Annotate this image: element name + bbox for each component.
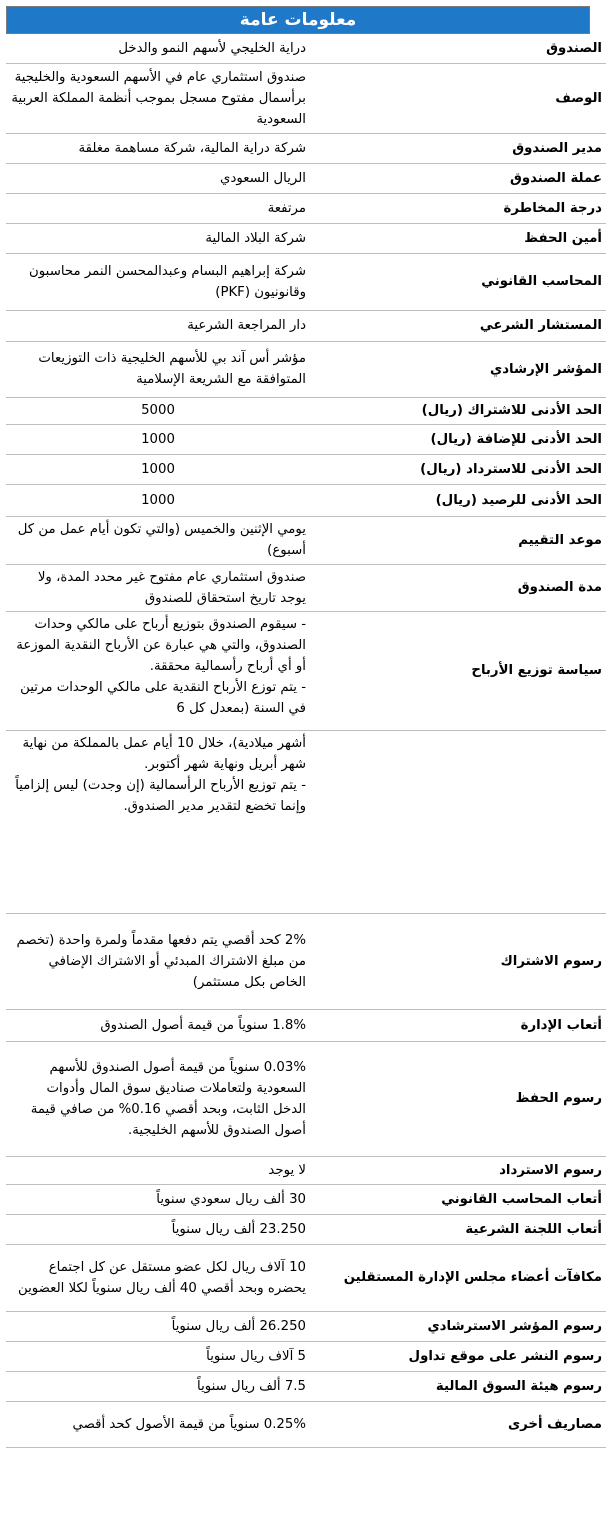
row-label: موعد التقييم [312, 516, 606, 564]
row-label: سياسة توزيع الأرباح [312, 611, 606, 730]
table-row [6, 1311, 606, 1341]
value-paragraph: - سيقوم الصندوق بتوزيع أرباح على مالكي وحدات الصندوق، والتي هي عبارة عن الأرباح النقدية الموزعة أو أي أرباح رأسمالية محققة. [16, 616, 306, 674]
sheet-title: معلومات عامة [6, 6, 590, 34]
table-row [6, 163, 606, 193]
table-row [6, 1401, 606, 1447]
row-label: عملة الصندوق [312, 163, 606, 193]
table-row [6, 193, 606, 223]
row-value: 1000 [6, 454, 312, 484]
table-row [6, 1041, 606, 1156]
row-label: الحد الأدنى للرصيد (ريال) [312, 484, 606, 516]
row-value: 5000 [6, 397, 312, 424]
info-table [6, 34, 606, 1448]
table-row [6, 63, 606, 133]
info-table-body [6, 34, 606, 1447]
row-label: رسوم النشر على موقع تداول [312, 1341, 606, 1371]
table-row [6, 223, 606, 253]
row-label: أتعاب الإدارة [312, 1009, 606, 1041]
row-label: أتعاب اللجنة الشرعية [312, 1214, 606, 1244]
table-row [6, 484, 606, 516]
row-value: 7.5 ألف ريال سنوياً [6, 1371, 312, 1401]
table-row [6, 730, 606, 913]
row-label: رسوم المؤشر الاسترشادي [312, 1311, 606, 1341]
row-value: 0.03% سنوياً من قيمة أصول الصندوق للأسهم السعودية ولتعاملات صناديق سوق المال وأدوات الدخل الثابت، وبحد أقصي 0.16% من صافي قيمة أصول الصندوق للأسهم الخليجية. [6, 1041, 312, 1156]
row-label: درجة المخاطرة [312, 193, 606, 223]
row-label: مكافآت أعضاء مجلس الإدارة المستقلين [312, 1244, 606, 1311]
table-row [6, 397, 606, 424]
row-label: الصندوق [312, 34, 606, 63]
row-label: المؤشر الإرشادي [312, 341, 606, 397]
row-label: الحد الأدنى للاسترداد (ريال) [312, 454, 606, 484]
row-value [6, 730, 312, 913]
table-row [6, 1341, 606, 1371]
row-label: المحاسب القانوني [312, 253, 606, 310]
row-value: 0.25% سنوياً من قيمة الأصول كحد أقصي [6, 1401, 312, 1447]
row-value [6, 611, 312, 730]
table-row [6, 1009, 606, 1041]
table-row [6, 564, 606, 611]
row-label: الحد الأدنى للاشتراك (ريال) [312, 397, 606, 424]
row-value: صندوق استثماري عام مفتوح غير محدد المدة، ولا يوجد تاريخ استحقاق للصندوق [6, 564, 312, 611]
row-value: شركة إبراهيم البسام وعبدالمحسن النمر محاسبون وقانونيون (PKF) [6, 253, 312, 310]
row-value: 10 آلاف ريال لكل عضو مستقل عن كل اجتماع يحضره وبحد أقصي 40 ألف ريال سنوياً لكلا العضوين [6, 1244, 312, 1311]
table-row [6, 516, 606, 564]
table-row [6, 1244, 606, 1311]
row-value: 30 ألف ريال سعودي سنوياً [6, 1184, 312, 1214]
row-label: مدير الصندوق [312, 133, 606, 163]
row-value: شركة دراية المالية، شركة مساهمة مغلقة [6, 133, 312, 163]
row-label: الحد الأدنى للإضافة (ريال) [312, 424, 606, 454]
row-label: رسوم هيئة السوق المالية [312, 1371, 606, 1401]
table-row [6, 253, 606, 310]
row-value: 1000 [6, 484, 312, 516]
value-paragraph: - يتم توزيع الأرباح الرأسمالية (إن وجدت) ليس إلزامياً وإنما تخضع لتقدير مدير الصندوق. [15, 777, 306, 814]
row-label [312, 730, 606, 913]
table-row [6, 1156, 606, 1184]
table-row [6, 454, 606, 484]
row-value: 1000 [6, 424, 312, 454]
row-value: 23.250 ألف ريال سنوياً [6, 1214, 312, 1244]
row-value: 5 آلاف ريال سنوياً [6, 1341, 312, 1371]
row-value: 26.250 ألف ريال سنوياً [6, 1311, 312, 1341]
row-label: أمين الحفظ [312, 223, 606, 253]
row-label: رسوم الحفظ [312, 1041, 606, 1156]
row-value: يومي الإثنين والخميس (والتي تكون أيام عمل من كل أسبوع) [6, 516, 312, 564]
row-label: الوصف [312, 63, 606, 133]
table-row [6, 34, 606, 63]
row-value: 2% كحد أقصي يتم دفعها مقدماً ولمرة واحدة (تخصم من مبلغ الاشتراك المبدئي أو الاشتراك الإضافي الخاص بكل مستثمر) [6, 913, 312, 1009]
row-label: المستشار الشرعي [312, 310, 606, 341]
row-value: الريال السعودي [6, 163, 312, 193]
row-value: صندوق استثماري عام في الأسهم السعودية والخليجية برأسمال مفتوح مسجل بموجب أنظمة المملكة العربية السعودية [6, 63, 312, 133]
row-value: دراية الخليجي لأسهم النمو والدخل [6, 34, 312, 63]
row-value: مرتفعة [6, 193, 312, 223]
table-row [6, 913, 606, 1009]
row-value: شركة البلاد المالية [6, 223, 312, 253]
row-value: دار المراجعة الشرعية [6, 310, 312, 341]
table-row [6, 1371, 606, 1401]
row-label: رسوم الاسترداد [312, 1156, 606, 1184]
table-row [6, 1184, 606, 1214]
table-row [6, 1214, 606, 1244]
row-value: 1.8% سنوياً من قيمة أصول الصندوق [6, 1009, 312, 1041]
table-row [6, 133, 606, 163]
row-label: أتعاب المحاسب القانوني [312, 1184, 606, 1214]
value-paragraph: - يتم توزع الأرباح النقدية على مالكي الوحدات مرتين في السنة (بمعدل كل 6 [20, 679, 306, 716]
general-info-sheet [6, 6, 602, 1448]
table-row [6, 341, 606, 397]
row-label: رسوم الاشتراك [312, 913, 606, 1009]
row-label: مدة الصندوق [312, 564, 606, 611]
table-row [6, 310, 606, 341]
value-paragraph: أشهر ميلادية)، خلال 10 أيام عمل بالمملكة من نهاية شهر أبريل ونهاية شهر أكتوبر. [22, 735, 306, 772]
table-row [6, 611, 606, 730]
table-row [6, 424, 606, 454]
row-value: لا يوجد [6, 1156, 312, 1184]
row-label: مصاريف أخرى [312, 1401, 606, 1447]
row-value: مؤشر أس آند بي للأسهم الخليجية ذات التوزيعات المتوافقة مع الشريعة الإسلامية [6, 341, 312, 397]
